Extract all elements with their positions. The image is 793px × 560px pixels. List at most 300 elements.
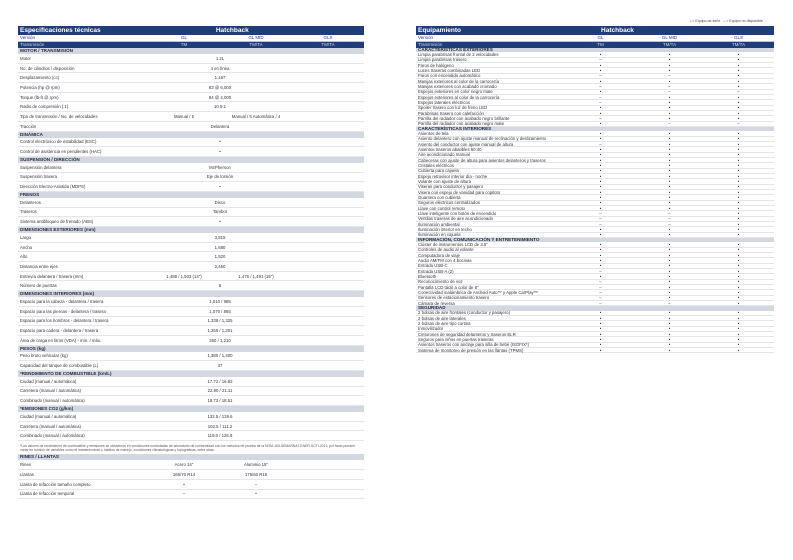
table-row — [18, 54, 364, 64]
row-label: Computadora de viaje — [418, 252, 461, 258]
row-label: Traseros — [20, 209, 37, 215]
row-value: 84 @ 4,000 — [208, 94, 232, 100]
row-label: Distancia entre ejes — [20, 263, 58, 269]
row-value: 102.5 / 111.2 — [207, 423, 233, 429]
row-value: 1,488 / 1,503 (14") — [166, 273, 202, 279]
row-label: Volante con ajuste de altura — [418, 178, 472, 184]
row-value: • — [599, 227, 602, 233]
eq-transmission-label: Transmisión — [418, 42, 443, 47]
row-label: No. de cilindros / disposición — [20, 65, 75, 71]
row-label: Iluminación interior en techo — [418, 227, 472, 233]
row-label: Llave inteligente con botón de encendido — [418, 211, 497, 217]
section-header: PESOS (kg) — [18, 346, 364, 352]
legend — [690, 19, 763, 23]
row-value: 5 — [218, 283, 222, 289]
row-value: • — [668, 194, 671, 200]
row-value: • — [668, 268, 671, 274]
row-value: • — [599, 51, 602, 57]
row-value: • — [599, 336, 602, 342]
row-value: • — [599, 189, 602, 195]
row-value: • — [599, 331, 602, 337]
row-value: • — [219, 149, 221, 155]
row-value: • — [599, 62, 602, 68]
row-label: Limpia parabrisas trasero — [418, 57, 467, 63]
row-value: • — [737, 178, 740, 184]
row-value: – — [599, 295, 602, 301]
row-value: – — [599, 99, 602, 105]
row-label: Sistema antibloqueo de frenado (ABS) — [20, 219, 94, 225]
table-row — [18, 208, 364, 218]
table-row — [416, 301, 774, 306]
row-value: • — [599, 130, 602, 136]
row-label: Cabeceras con ajuste de altura para asientos delanteros y traseros — [418, 157, 546, 163]
eq-version-label: Versión — [418, 35, 434, 40]
row-value: • — [599, 326, 602, 332]
specs-version-row — [18, 35, 364, 42]
table-row — [18, 307, 364, 317]
row-label: Tracción — [20, 123, 37, 129]
row-value: • — [668, 130, 671, 136]
row-value: • — [599, 342, 602, 348]
row-value: 2,450 — [214, 263, 226, 269]
row-value: • — [599, 263, 602, 269]
table-row — [18, 198, 364, 208]
row-value: 175/60 R15 — [244, 472, 268, 477]
row-label: Luces traseras combinadas LED — [418, 67, 481, 73]
table-row — [18, 64, 364, 74]
row-label: Suspensión delantera — [20, 164, 62, 170]
row-value: – — [599, 221, 602, 227]
equipment-title: Equipamiento — [418, 27, 461, 34]
row-label: Llave con control remoto — [418, 205, 466, 211]
row-value: • — [599, 105, 602, 111]
row-value: • — [737, 331, 740, 337]
row-value: • — [737, 105, 740, 111]
row-value: – — [668, 73, 671, 79]
row-value: 4 en línea — [210, 65, 230, 71]
row-label: Asiento delantero con ajuste manual de reclinación y deslizamiento — [418, 136, 547, 142]
transmission-gl: TM — [180, 42, 188, 47]
row-value: – — [668, 221, 671, 227]
row-label: Delanteros — [20, 199, 41, 205]
row-value: • — [737, 336, 740, 342]
row-label: Ciudad (manual / automática) — [20, 378, 77, 384]
row-value: • — [737, 268, 740, 274]
row-value: • — [183, 481, 185, 487]
row-value: • — [737, 279, 740, 285]
row-value: • — [737, 110, 740, 116]
row-value: • — [668, 257, 671, 263]
row-value: • — [668, 336, 671, 342]
row-value: 3,815 — [214, 234, 226, 240]
equipment-header — [416, 26, 774, 35]
row-value: • — [668, 162, 671, 168]
row-value: • — [737, 83, 740, 89]
eq-transmission-gl-mid: TM/TA — [662, 42, 677, 47]
row-value: • — [599, 110, 602, 116]
row-value: • — [737, 136, 740, 142]
version-gls: GLS — [323, 35, 333, 40]
row-value: McPherson — [209, 164, 231, 170]
row-value: • — [737, 320, 740, 326]
legend-equipped: • = Equipo de serie — [690, 19, 721, 23]
row-label: Entrevía delantera / trasera (mm) — [20, 273, 84, 279]
row-value: – — [599, 57, 602, 63]
row-value: • — [737, 247, 740, 253]
tires-body — [18, 454, 364, 499]
row-value: • — [668, 326, 671, 332]
row-value: • — [737, 263, 740, 269]
row-label: Parrilla del radiador con acabado negro mate — [418, 121, 504, 127]
row-value: • — [599, 157, 602, 163]
row-value: • — [737, 194, 740, 200]
table-row — [18, 112, 364, 122]
row-value: • — [668, 200, 671, 206]
row-value: • — [668, 205, 671, 211]
row-value: 132.5 / 139.6 — [207, 413, 233, 419]
row-value: 22.90 / 21.11 — [207, 388, 233, 394]
row-value: • — [668, 78, 671, 84]
row-value: • — [599, 146, 602, 152]
row-value: • — [668, 189, 671, 195]
row-value: • — [737, 141, 740, 147]
row-label: Ancho — [20, 244, 33, 250]
row-value: • — [599, 232, 602, 238]
row-value: 1,339 / 1,325 — [207, 318, 233, 324]
row-label: Entrada USB-C — [418, 263, 448, 269]
row-value: – — [668, 121, 671, 127]
row-value: • — [668, 136, 671, 142]
table-row — [416, 348, 774, 353]
row-value: • — [668, 320, 671, 326]
table-row — [18, 182, 364, 192]
row-label: Seguros eléctricos centralizados — [418, 200, 480, 206]
row-label: Asientos de tela — [418, 130, 449, 136]
row-value: • — [668, 115, 671, 121]
row-value: • — [737, 227, 740, 233]
row-value: • — [668, 184, 671, 190]
row-value: • — [599, 136, 602, 142]
row-value: • — [668, 310, 671, 316]
row-value: • — [668, 284, 671, 290]
row-label: Conectividad inalámbrica de Android Auto™ y Apple CarPlay™ — [418, 290, 538, 296]
specs-body — [18, 48, 364, 441]
row-label: Guantera con cubierta — [418, 194, 461, 200]
table-row — [18, 352, 364, 362]
row-value: • — [599, 247, 602, 253]
table-row — [18, 460, 364, 470]
row-label: Capacidad del tanque de combustible (L) — [20, 363, 99, 369]
row-value: • — [737, 168, 740, 174]
row-label: Combinado (manual / automática) — [20, 398, 85, 404]
row-value: • — [737, 200, 740, 206]
row-value: 1,197 — [214, 75, 226, 81]
row-value: • — [668, 347, 671, 353]
row-value: • — [737, 252, 740, 258]
row-value: • — [668, 232, 671, 238]
row-value: 1,476 / 1,491 (15") — [238, 273, 274, 279]
row-value: 1,010 / 985 — [209, 298, 231, 304]
section-header: FRENOS — [18, 192, 364, 198]
table-row — [18, 480, 364, 490]
row-label: Espacio para la cabeza - delantera / trasera — [20, 298, 104, 304]
table-row — [18, 233, 364, 243]
row-value: • — [599, 241, 602, 247]
row-value: Manual / 5 — [173, 113, 195, 119]
row-label: Manijas exteriores al color de la carrocería — [418, 78, 499, 84]
section-header: CARACTERÍSTICAS EXTERIORES — [416, 48, 774, 52]
row-value: – — [599, 141, 602, 147]
row-label: 2 bolsas de aire laterales — [418, 315, 466, 321]
specs-footnote: *Los valores de rendimiento de combustible y emisiones se obtuvieron en condiciones controladas de laboratorio de conformidad con los métodos de prueba de la NOM-163-SEMARNAT-ENER-SCFI-2013, por tanto pueden variar en función de variables como el mantenimiento y hábitos de manejo, condiciones climatológicas y topográficas, entre otras. — [20, 444, 355, 453]
row-value: • — [737, 257, 740, 263]
row-label: Combinado (manual / automática) — [20, 433, 85, 439]
row-value: • — [599, 162, 602, 168]
table-row — [18, 490, 364, 500]
row-label: Visera con espejo de vanidad para copiloto — [418, 189, 501, 195]
row-value: • — [737, 241, 740, 247]
row-value: • — [668, 173, 671, 179]
row-label: Seguros para niños en puertas traseras — [418, 336, 494, 342]
row-value: • — [737, 184, 740, 190]
row-value: – — [668, 300, 671, 306]
row-label: Carretera (manual / automática) — [20, 388, 81, 394]
row-value: • — [737, 273, 740, 279]
row-label: Entrada USB-A (2) — [418, 268, 454, 274]
eq-version-gl-mid: GL MID — [661, 35, 678, 40]
row-label: Espacio para los hombros - delantera / trasera — [20, 318, 109, 324]
equipment-model: Hatchback — [601, 27, 634, 34]
row-value: • — [668, 105, 671, 111]
row-label: Motor — [20, 55, 31, 61]
table-row — [18, 173, 364, 183]
row-value: • — [668, 168, 671, 174]
row-value: • — [668, 57, 671, 63]
version-gl-mid: GL MID — [248, 35, 264, 40]
row-value: 260 / 1,210 — [209, 337, 231, 343]
row-label: Spoiler trasero con luz de freno LED — [418, 105, 488, 111]
row-label: Asientos traseros con anclaje para silla de bebé (ISOFIX*) — [418, 342, 530, 348]
equipment-table — [416, 26, 774, 353]
equipment-body — [416, 48, 774, 353]
row-value: – — [599, 290, 602, 296]
row-value: • — [668, 157, 671, 163]
row-label: Torque (lb-ft @ rpm) — [20, 94, 59, 100]
row-value: • — [668, 331, 671, 337]
legend-not-available: – = Equipo no disponible — [723, 19, 763, 23]
section-header: INFORMACIÓN, COMUNICACIÓN Y ENTRETENIMIENTO — [416, 238, 774, 242]
row-value: • — [737, 62, 740, 68]
row-value: • — [737, 173, 740, 179]
section-header: MOTOR / TRANSMISIÓN — [18, 48, 364, 54]
row-value: – — [599, 94, 602, 100]
row-label: Largo — [20, 234, 31, 240]
row-value: 1,259 / 1,201 — [207, 328, 233, 334]
row-value: • — [599, 67, 602, 73]
version-gl: GL — [180, 35, 187, 40]
row-label: Limpia parabrisas frontal de 2 velocidades — [418, 51, 499, 57]
row-value: • — [737, 146, 740, 152]
row-value: Disco — [214, 199, 226, 205]
row-label: Llantas — [20, 472, 34, 477]
row-value: • — [737, 347, 740, 353]
table-row — [18, 262, 364, 272]
row-value: – — [599, 83, 602, 89]
row-label: Clúster de instrumentos LCD de 3.5" — [418, 241, 488, 247]
row-value: • — [668, 99, 671, 105]
equipment-version-row — [416, 35, 774, 42]
row-label: Faros con encendido automático — [418, 73, 481, 79]
row-label: Espejo retrovisor interior día - noche — [418, 173, 488, 179]
row-label: Cubierta para cajuela — [418, 168, 459, 174]
row-value: – — [668, 89, 671, 95]
row-label: Área de carga en litros (VDA) - mín. / máx. — [20, 337, 102, 343]
row-value: • — [737, 211, 740, 217]
row-label: Control de asistencia en pendientes (HAC) — [20, 149, 102, 155]
row-value: 1.2L — [215, 55, 225, 61]
row-value: • — [255, 491, 257, 497]
row-value: • — [668, 94, 671, 100]
row-value: • — [737, 315, 740, 321]
row-label: Espejos laterales eléctricos — [418, 99, 471, 105]
row-label: 2 bolsas de aire tipo cortina — [418, 320, 471, 326]
row-value: • — [599, 152, 602, 158]
row-label: Cinturones de seguridad delanteros y traseros ELR — [418, 331, 516, 337]
row-value: • — [599, 194, 602, 200]
table-row — [18, 252, 364, 262]
table-row — [18, 317, 364, 327]
row-value: 37 — [217, 363, 223, 369]
row-value: • — [668, 62, 671, 68]
table-row — [18, 396, 364, 406]
table-row — [18, 336, 364, 346]
specs-model: Hatchback — [215, 27, 249, 34]
row-label: Ciudad (manual / automática) — [20, 413, 77, 419]
row-value: • — [737, 290, 740, 296]
row-label: Sistema de monitoreo de presión en las llantas (TPMS) — [418, 347, 524, 353]
row-value: 83 @ 6,000 — [208, 84, 232, 90]
row-label: Cristales eléctricos — [418, 162, 455, 168]
eq-version-gls: GLS — [733, 35, 743, 40]
row-label: 2 bolsas de aire frontales (conductor y pasajero) — [418, 310, 510, 316]
row-value: • — [599, 184, 602, 190]
table-row — [18, 326, 364, 336]
row-value: – — [599, 211, 602, 217]
transmission-label: Transmisión — [20, 42, 45, 47]
row-label: Dirección Electro-Asistida (MDPS) — [20, 184, 86, 190]
row-value: • — [668, 141, 671, 147]
row-value: – — [599, 115, 602, 121]
row-value: • — [737, 232, 740, 238]
table-row — [18, 297, 364, 307]
row-label: Parrilla del radiador con acabado negro brillante — [418, 115, 510, 121]
table-row — [18, 387, 364, 397]
row-value: • — [668, 146, 671, 152]
table-row — [18, 470, 364, 480]
row-label: Faros de halógeno — [418, 62, 454, 68]
table-row — [18, 412, 364, 422]
row-value: • — [668, 152, 671, 158]
row-label: Número de puertas — [20, 283, 57, 289]
row-value: • — [737, 51, 740, 57]
row-label: Alto — [20, 254, 28, 260]
row-label: Espacio para las piernas - delantera / trasera — [20, 308, 106, 314]
row-label: Espacio para cadera - delantera / trasera — [20, 328, 99, 334]
row-label: Suspensión trasera — [20, 174, 58, 180]
row-value: 1,680 — [214, 244, 226, 250]
row-label: Controles de audio al volante — [418, 247, 474, 253]
row-value: 119.0 / 126.8 — [207, 433, 233, 439]
row-value: • — [219, 184, 221, 190]
row-label: Desplazamiento (cc) — [20, 75, 60, 81]
row-value: Manual / 5 Automática / 4 — [231, 113, 281, 119]
table-row — [18, 243, 364, 253]
row-value: 17.72 / 16.82 — [207, 378, 233, 384]
row-value: – — [599, 73, 602, 79]
row-value: • — [737, 295, 740, 301]
section-header: SEGURIDAD — [416, 306, 774, 310]
table-row — [18, 431, 364, 441]
table-row — [18, 102, 364, 112]
row-value: • — [737, 99, 740, 105]
row-value: • — [599, 205, 602, 211]
row-label: Espejos exteriores al color de la carrocería — [418, 94, 500, 100]
row-value: • — [668, 110, 671, 116]
section-header: DIMENSIONES EXTERIORES (mm) — [18, 227, 364, 233]
row-value: • — [599, 257, 602, 263]
specs-title: Especificaciones técnicas — [20, 27, 101, 34]
row-value: • — [599, 320, 602, 326]
section-header: DIMENSIONES INTERIORES (mm) — [18, 291, 364, 297]
row-value: • — [599, 315, 602, 321]
row-value: – — [668, 211, 671, 217]
row-label: Viseras para conductor y pasajero — [418, 184, 484, 190]
row-value: • — [668, 252, 671, 258]
row-value: • — [599, 168, 602, 174]
row-value: • — [737, 284, 740, 290]
row-value: • — [599, 178, 602, 184]
row-value: • — [599, 78, 602, 84]
table-row — [18, 73, 364, 83]
row-value: – — [254, 481, 258, 487]
row-label: Asiento del conductor con ajuste manual de altura — [418, 141, 514, 147]
row-value: • — [599, 89, 602, 95]
row-label: Llanta de refacción tamaño completo — [20, 481, 91, 487]
row-value: 10.5:1 — [214, 104, 226, 110]
row-value: • — [737, 130, 740, 136]
row-value: • — [668, 295, 671, 301]
specs-header — [18, 26, 364, 35]
table-row — [18, 163, 364, 173]
row-label: Espejos exteriores en color negro mate — [418, 89, 493, 95]
table-row — [18, 122, 364, 132]
row-label: Sensores de estacionamiento trasero — [418, 295, 490, 301]
section-header: RINES / LLANTAS — [18, 454, 364, 460]
row-label: Llanta de refacción temporal — [20, 491, 75, 497]
row-value: • — [599, 347, 602, 353]
row-label: Aire acondicionado manual — [418, 152, 470, 158]
row-label: Peso bruto vehicular (kg) — [20, 353, 68, 359]
row-value: 1,380 / 1,400 — [207, 353, 233, 359]
row-value: • — [668, 290, 671, 296]
row-value: • — [737, 310, 740, 316]
row-label: Cámara de reversa — [418, 300, 455, 306]
row-value: • — [219, 139, 221, 145]
row-label: Parabrisas trasero con calefacción — [418, 110, 484, 116]
table-row — [18, 422, 364, 432]
row-value: • — [599, 252, 602, 258]
row-value: Acero 14" — [174, 462, 194, 468]
